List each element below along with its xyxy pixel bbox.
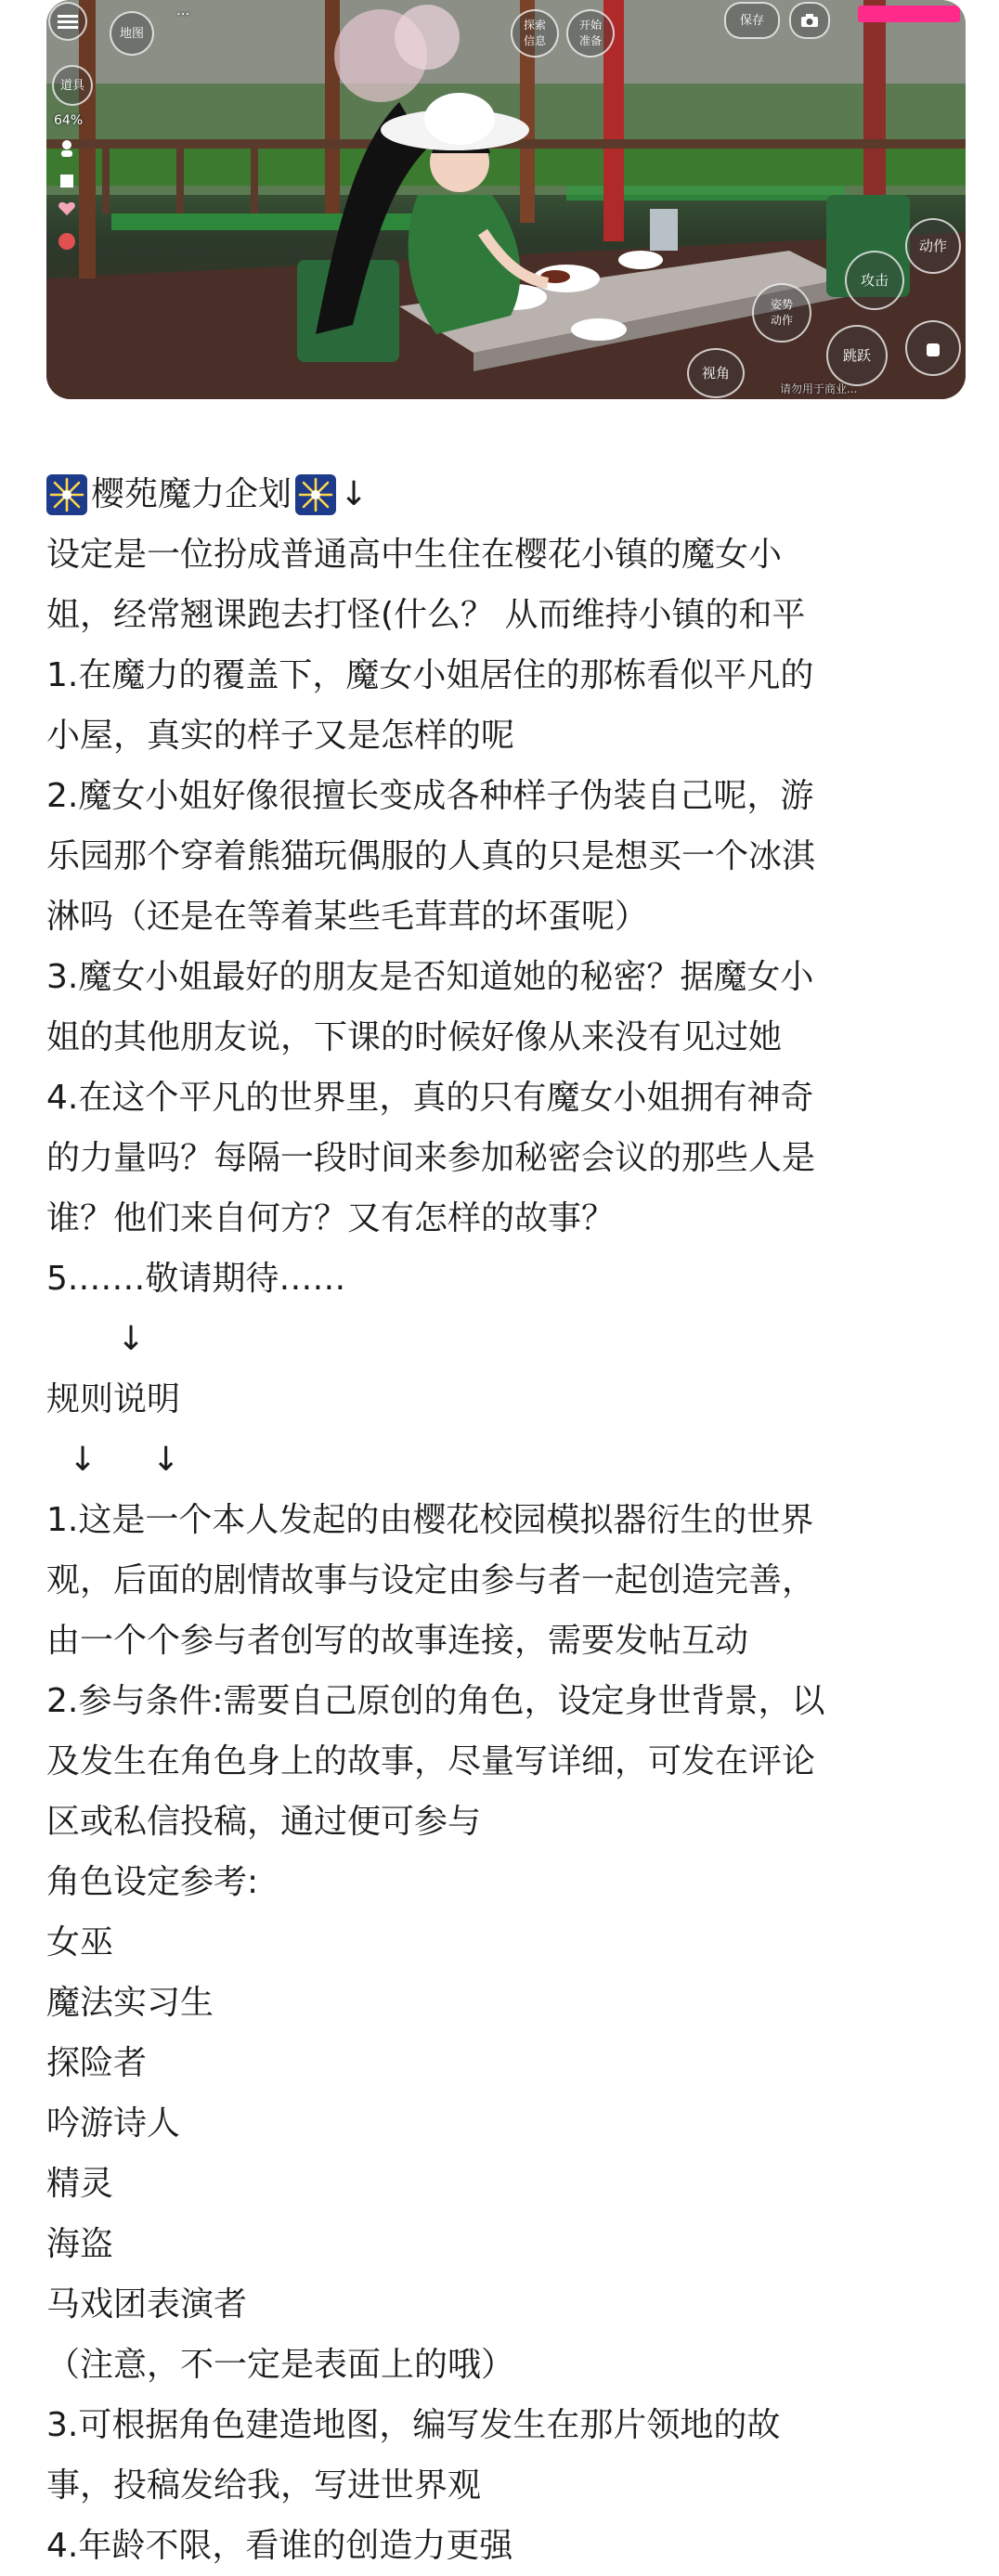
attack-button[interactable] (845, 251, 904, 310)
jump-label: 跳跃 (842, 346, 871, 364)
explore-label: 探索 信息 (523, 19, 546, 47)
story-line: 淋吗（还是在等着某些毛茸茸的坏蛋呢） (46, 898, 649, 936)
story-line: 3.魔女小姐最好的朋友是否知道她的秘密？据魔女小 (46, 958, 814, 996)
story-line: 乐园那个穿着熊猫玩偶服的人真的只是想买一个冰淇 (46, 837, 816, 875)
story-line: 的力量吗？每隔一段时间来参加秘密会议的那些人是 (46, 1139, 816, 1177)
sparkle-burst-icon (295, 474, 336, 515)
jump-button[interactable] (826, 325, 888, 386)
camera-angle-button[interactable] (687, 348, 745, 398)
post-heading (46, 464, 975, 524)
role-item: 探险者 (46, 2044, 148, 2082)
rules-line: 1.这是一个本人发起的由樱花校园模拟器衍生的世界 (46, 1501, 814, 1539)
crouch-button[interactable] (905, 320, 961, 376)
rules-line: 区或私信投稿，通过便可参与 (46, 1803, 482, 1841)
top-status-text: ... (176, 2, 190, 19)
stats-icon (58, 172, 76, 190)
action-label: 动作 (918, 237, 947, 254)
mood-face-icon (58, 232, 76, 251)
map-button[interactable] (110, 11, 154, 56)
user-icon (58, 139, 76, 158)
role-item: 精灵 (46, 2165, 114, 2203)
story-line: 姐的其他朋友说，下课的时候好像从来没有见过她 (46, 1018, 783, 1056)
rules-line: 2.参与条件:需要自己原创的角色，设定身世背景，以 (46, 1682, 825, 1720)
explore-button[interactable] (511, 9, 559, 58)
items-label: 道具 (59, 78, 84, 93)
save-button[interactable] (724, 2, 780, 39)
save-label: 保存 (739, 13, 764, 28)
game-scene-illustration (46, 0, 966, 399)
down-arrow: ↓ (151, 1441, 180, 1479)
heart-icon (58, 200, 76, 218)
intro-line: 姐，经常翘课跑去打怪(什么？ 从而维持小镇的和平 (46, 596, 806, 634)
role-item: 海盗 (46, 2225, 114, 2263)
role-reference-title: 角色设定参考: (46, 1863, 259, 1901)
double-down-arrows (46, 1430, 975, 1490)
down-arrow: ↓ (117, 1320, 146, 1358)
rules-line: 观，后面的剧情故事与设定由参与者一起创造完善， (46, 1561, 816, 1599)
hamburger-menu-icon (58, 12, 78, 32)
pose-icon (923, 338, 943, 358)
pose-button[interactable] (752, 283, 811, 343)
percent-indicator: 64% (54, 113, 84, 128)
post-title: 樱苑魔力企划 (91, 475, 292, 513)
camera-angle-label: 视角 (701, 364, 730, 382)
role-item: 女巫 (46, 1923, 114, 1961)
post-body (46, 464, 975, 2576)
attack-label: 攻击 (860, 271, 889, 289)
story-line: 2.魔女小姐好像很擅长变成各种样子伪装自己呢，游 (46, 777, 814, 815)
heading-arrow: ↓ (340, 475, 369, 513)
story-line: 4.在这个平凡的世界里，真的只有魔女小姐拥有神奇 (46, 1079, 814, 1117)
prepare-label: 开始 准备 (578, 19, 602, 47)
rules-line: 由一个个参与者创写的故事连接，需要发帖互动 (46, 1622, 749, 1660)
role-note: （注意，不一定是表面上的哦） (46, 2346, 515, 2384)
rules-line: 3.可根据角色建造地图，编写发生在那片领地的故 (46, 2406, 781, 2444)
rules-line: 及发生在角色身上的故事，尽量写详细，可发在评论 (46, 1742, 816, 1780)
prepare-button[interactable] (566, 9, 615, 58)
rules-line: 事，投稿发给我，写进世界观 (46, 2466, 482, 2505)
rules-line: 4.年龄不限，看谁的创造力更强 (46, 2527, 513, 2565)
watermark-text: 请勿用于商业... (780, 382, 858, 395)
battery-indicator (858, 6, 960, 22)
camera-button[interactable] (789, 2, 830, 39)
story-line: 小屋，真实的样子又是怎样的呢 (46, 717, 515, 755)
items-button[interactable] (52, 65, 93, 106)
story-line: 谁？他们来自何方？又有怎样的故事？ (46, 1199, 616, 1237)
map-label: 地图 (119, 26, 144, 41)
down-arrow: ↓ (69, 1441, 97, 1479)
action-button[interactable] (905, 218, 961, 274)
pose-label: 姿势 动作 (770, 298, 793, 327)
story-line: 5.……敬请期待…… (46, 1260, 346, 1298)
rules-title: 规则说明 (46, 1380, 181, 1418)
sparkle-burst-icon (46, 474, 87, 515)
intro-line: 设定是一位扮成普通高中生住在樱花小镇的魔女小 (46, 536, 783, 574)
role-item: 魔法实习生 (46, 1984, 214, 2022)
story-line: 1.在魔力的覆盖下，魔女小姐居住的那栋看似平凡的 (46, 656, 814, 694)
camera-icon (800, 13, 819, 28)
game-screenshot (46, 0, 966, 399)
role-item: 吟游诗人 (46, 2104, 181, 2142)
menu-button[interactable] (48, 2, 87, 41)
role-item: 马戏团表演者 (46, 2285, 248, 2324)
